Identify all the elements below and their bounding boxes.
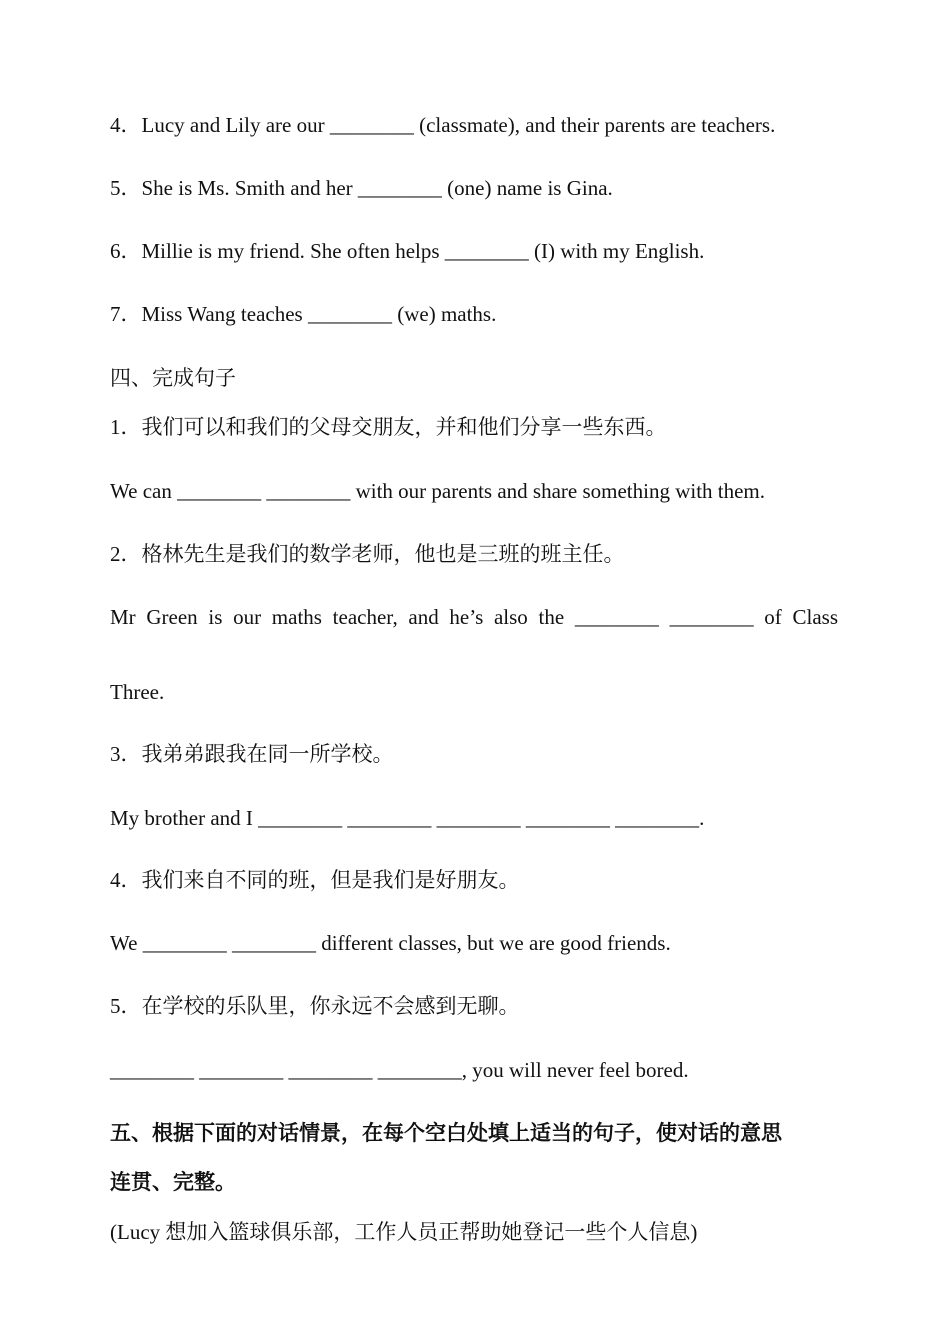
question-chinese: 3．我弟弟跟我在同一所学校。 [110,742,394,766]
fill-in-item: 4．Lucy and Lily are our ________ (classmate), and their parents are teachers. [110,113,776,137]
fill-in-item: 6．Millie is my friend. She often helps ________ (I) with my English. [110,239,705,263]
question-chinese: 5．在学校的乐队里，你永远不会感到无聊。 [110,994,520,1018]
question-english: We can ________ ________ with our parents and share something with them. [110,479,766,503]
fill-in-item: 5．She is Ms. Smith and her ________ (one) name is Gina. [110,176,613,200]
question-english: My brother and I ________ ________ ________ ________ ________. [110,806,705,830]
question-chinese: 2．格林先生是我们的数学老师，他也是三班的班主任。 [110,542,625,566]
section-heading: 四、完成句子 [110,366,236,390]
section-heading: 五、根据下面的对话情景，在每个空白处填上适当的句子，使对话的意思 [110,1121,782,1145]
fill-in-item: 7．Miss Wang teaches ________ (we) maths. [110,302,497,326]
question-english: Mr Green is our maths teacher, and he’s also the ________ ________ of Class [110,605,838,629]
question-chinese: 4．我们来自不同的班，但是我们是好朋友。 [110,868,520,892]
question-english: We ________ ________ different classes, but we are good friends. [110,931,671,955]
dialogue-context: (Lucy 想加入篮球俱乐部，工作人员正帮助她登记一些个人信息) [110,1220,698,1244]
question-english: ________ ________ ________ ________, you will never feel bored. [110,1058,689,1082]
section-heading-continued: 连贯、完整。 [110,1170,236,1194]
question-chinese: 1．我们可以和我们的父母交朋友，并和他们分享一些东西。 [110,415,667,439]
question-english-continued: Three. [110,680,165,704]
